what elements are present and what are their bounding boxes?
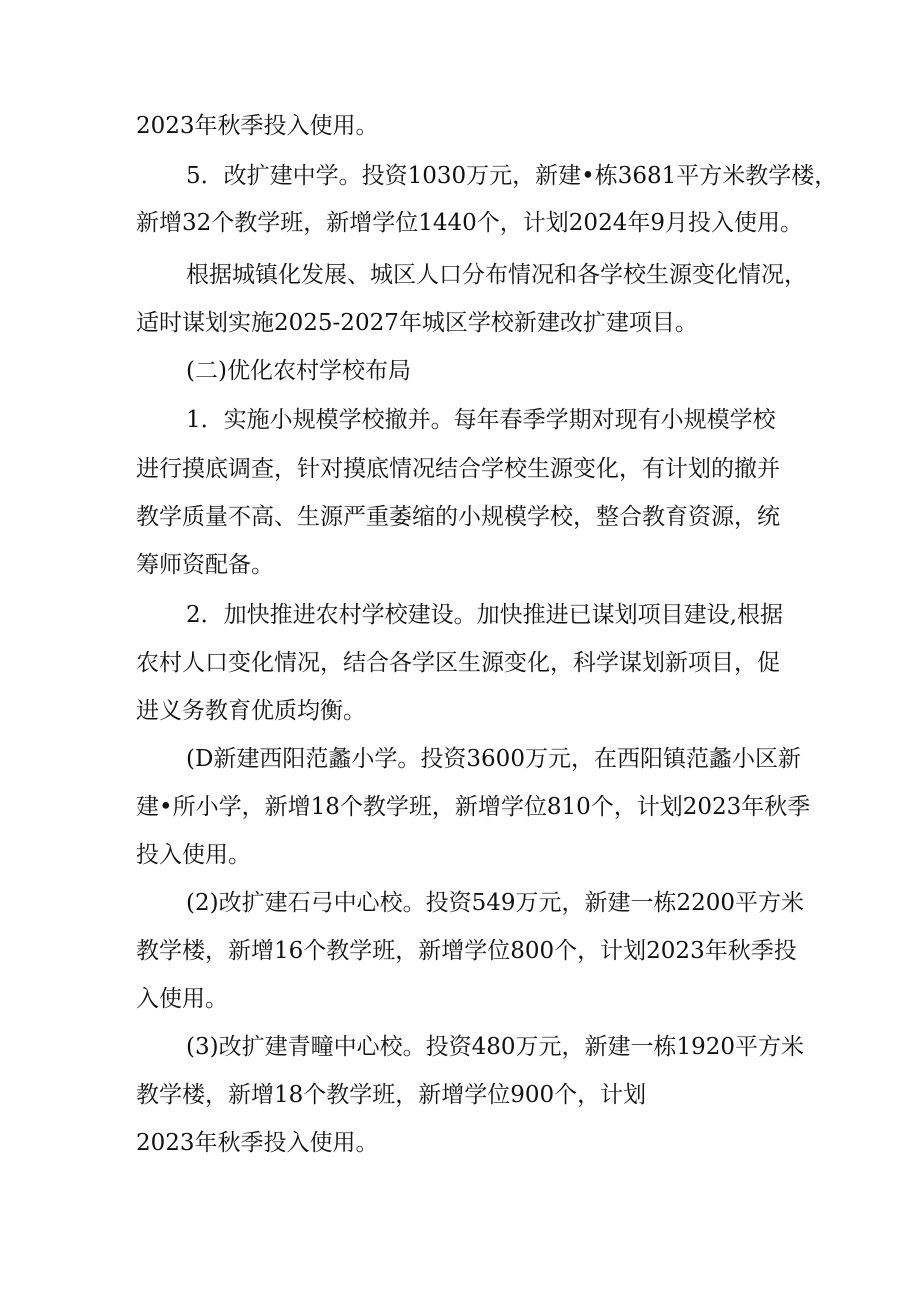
- text-line: 入使用。: [136, 986, 228, 1012]
- text-line: 2023年秋季投入使用。: [136, 1130, 379, 1156]
- text-line: 1．实施小规模学校撤并。每年春季学期对现有小规模学校: [186, 407, 776, 433]
- text-line: 2．加快推进农村学校建设。加快推进已谋划项目建设,根据: [186, 602, 783, 628]
- text-line: 建•所小学，新增18个教学班，新增学位810个，计划2023年秋季: [136, 794, 811, 820]
- text-line: (D新建西阳范蠡小学。投资3600万元，在西阳镇范蠡小区新: [186, 746, 801, 772]
- text-line: 筹师资配备。: [136, 552, 274, 578]
- text-line: 新增32个教学班，新增学位1440个，计划2024年9月投入使用。: [136, 210, 803, 236]
- section-heading: (二)优化农村学校布局: [186, 358, 411, 384]
- text-line: 农村人口变化情况，结合各学区生源变化，科学谋划新项目，促: [136, 650, 780, 676]
- text-line: 5．改扩建中学。投资1030万元，新建•栋3681平方米教学楼，: [186, 163, 838, 189]
- text-line: 适时谋划实施2025-2027年城区学校新建改扩建项目。: [136, 310, 698, 336]
- text-line: (2)改扩建石弓中心校。投资549万元，新建一栋2200平方米: [186, 890, 805, 916]
- text-line: 2023年秋季投入使用。: [136, 113, 379, 139]
- text-line: 根据城镇化发展、城区人口分布情况和各学校生源变化情况，: [186, 262, 807, 288]
- text-line: 教学楼，新增18个教学班，新增学位900个，计划: [136, 1082, 647, 1108]
- text-line: 投入使用。: [136, 842, 251, 868]
- text-line: (3)改扩建青疃中心校。投资480万元，新建一栋1920平方米: [186, 1034, 805, 1060]
- text-line: 教学质量不高、生源严重萎缩的小规模学校，整合教育资源，统: [136, 504, 780, 530]
- text-line: 进行摸底调查，针对摸底情况结合学校生源变化，有计划的撤并: [136, 456, 780, 482]
- text-line: 教学楼，新增16个教学班，新增学位800个，计划2023年秋季投: [136, 938, 797, 964]
- text-line: 进义务教育优质均衡。: [136, 698, 366, 724]
